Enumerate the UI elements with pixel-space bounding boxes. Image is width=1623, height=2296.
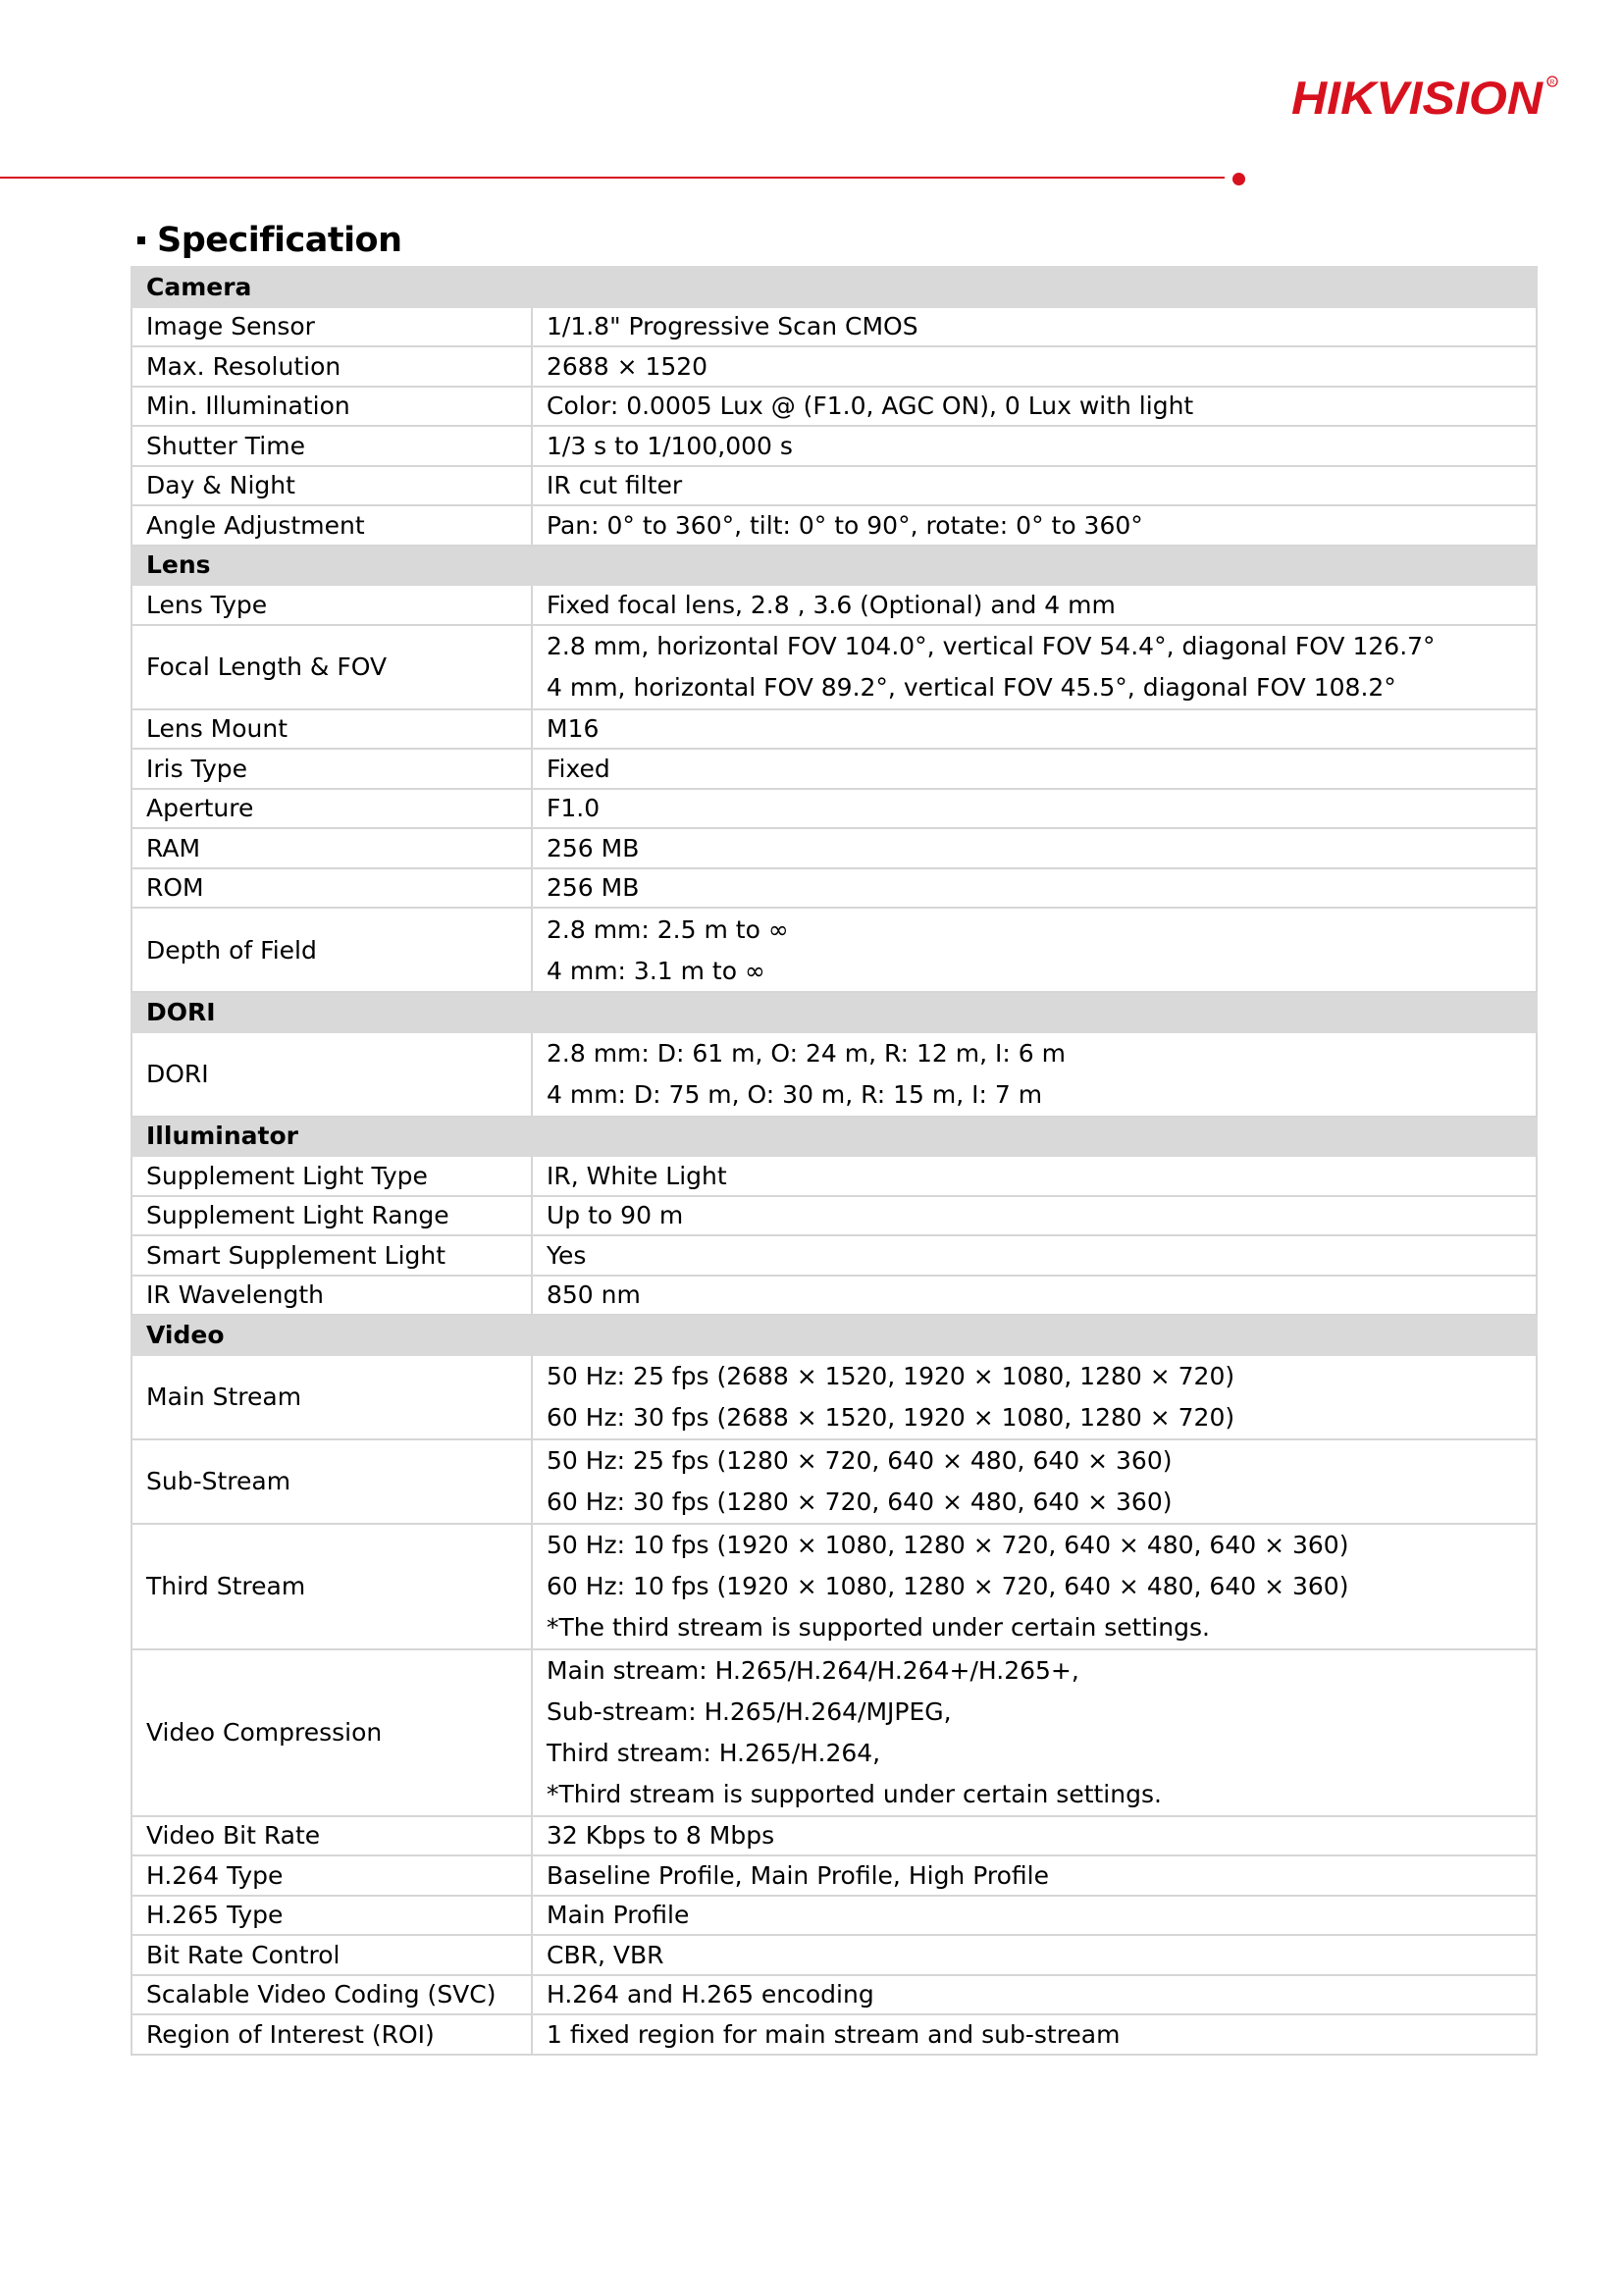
spec-label: H.265 Type — [131, 1896, 532, 1936]
spec-value — [532, 908, 1537, 992]
spec-value: 1/3 s to 1/100,000 s — [532, 426, 1537, 466]
section-title — [137, 221, 402, 260]
section-title-text: Specification — [157, 221, 402, 260]
spec-label: Lens Mount — [131, 709, 532, 750]
spec-value: IR cut filter — [532, 466, 1537, 506]
spec-value: 1/1.8" Progressive Scan CMOS — [532, 307, 1537, 347]
spec-label: Scalable Video Coding (SVC) — [131, 1975, 532, 2015]
spec-label: Day & Night — [131, 466, 532, 506]
spec-row — [131, 307, 1537, 347]
group-title: Illuminator — [131, 1117, 1537, 1157]
spec-label: Smart Supplement Light — [131, 1235, 532, 1276]
spec-value-line: Main stream: H.265/H.264/H.264+/H.265+, — [547, 1656, 1079, 1685]
spec-value — [532, 1355, 1537, 1439]
spec-value: Fixed — [532, 749, 1537, 789]
spec-value-line: 4 mm: D: 75 m, O: 30 m, R: 15 m, I: 7 m — [547, 1080, 1043, 1109]
spec-row — [131, 505, 1537, 546]
spec-value: 32 Kbps to 8 Mbps — [532, 1816, 1537, 1856]
spec-value-line: 4 mm: 3.1 m to ∞ — [547, 956, 765, 985]
spec-value: Main Profile — [532, 1896, 1537, 1936]
header-divider-dot — [1232, 173, 1245, 185]
specification-table — [131, 266, 1538, 2056]
spec-label: Aperture — [131, 789, 532, 829]
spec-row — [131, 426, 1537, 466]
spec-value: 850 nm — [532, 1276, 1537, 1316]
group-header-row — [131, 1117, 1537, 1157]
header-divider-line — [0, 177, 1225, 179]
spec-label: IR Wavelength — [131, 1276, 532, 1316]
spec-row — [131, 908, 1537, 992]
spec-value-line: 50 Hz: 25 fps (2688 × 1520, 1920 × 1080, 1280 × 720) — [547, 1362, 1235, 1390]
spec-value: H.264 and H.265 encoding — [532, 1975, 1537, 2015]
spec-label: Focal Length & FOV — [131, 625, 532, 709]
spec-value-line: 2.8 mm: D: 61 m, O: 24 m, R: 12 m, I: 6 m — [547, 1039, 1066, 1068]
group-header-row — [131, 992, 1537, 1032]
spec-label: ROM — [131, 868, 532, 909]
spec-value-line: 2.8 mm, horizontal FOV 104.0°, vertical FOV 54.4°, diagonal FOV 126.7° — [547, 632, 1436, 660]
spec-value-line: 60 Hz: 30 fps (1280 × 720, 640 × 480, 640 × 360) — [547, 1487, 1173, 1516]
spec-value: CBR, VBR — [532, 1935, 1537, 1975]
spec-value: Fixed focal lens, 2.8 , 3.6 (Optional) and 4 mm — [532, 585, 1537, 625]
spec-row — [131, 1032, 1537, 1117]
spec-value — [532, 1524, 1537, 1649]
spec-value: Color: 0.0005 Lux @ (F1.0, AGC ON), 0 Lux with light — [532, 387, 1537, 427]
spec-row — [131, 868, 1537, 909]
spec-value: IR, White Light — [532, 1156, 1537, 1196]
spec-row — [131, 1935, 1537, 1975]
spec-label: Supplement Light Range — [131, 1196, 532, 1236]
spec-row — [131, 1276, 1537, 1316]
spec-label: Third Stream — [131, 1524, 532, 1649]
spec-row — [131, 1975, 1537, 2015]
spec-value — [532, 1649, 1537, 1816]
spec-value-line: Third stream: H.265/H.264, — [547, 1739, 881, 1767]
hikvision-logo — [1291, 72, 1560, 123]
spec-value — [532, 1439, 1537, 1524]
spec-row — [131, 387, 1537, 427]
spec-label: Supplement Light Type — [131, 1156, 532, 1196]
spec-row — [131, 828, 1537, 868]
spec-value: Baseline Profile, Main Profile, High Profile — [532, 1855, 1537, 1896]
spec-row — [131, 466, 1537, 506]
spec-row — [131, 1156, 1537, 1196]
group-header-row — [131, 267, 1537, 307]
spec-row — [131, 2014, 1537, 2055]
bullet-icon — [137, 236, 145, 244]
spec-label: Bit Rate Control — [131, 1935, 532, 1975]
spec-label: Shutter Time — [131, 426, 532, 466]
group-title: DORI — [131, 992, 1537, 1032]
spec-row — [131, 1649, 1537, 1816]
spec-label: Depth of Field — [131, 908, 532, 992]
spec-row — [131, 1855, 1537, 1896]
spec-row — [131, 789, 1537, 829]
spec-value-line: 50 Hz: 10 fps (1920 × 1080, 1280 × 720, 640 × 480, 640 × 360) — [547, 1531, 1349, 1559]
spec-label: RAM — [131, 828, 532, 868]
svg-text:R: R — [1549, 79, 1555, 86]
spec-row — [131, 1196, 1537, 1236]
spec-value-line: *Third stream is supported under certain settings. — [547, 1780, 1162, 1808]
spec-value — [532, 1032, 1537, 1117]
spec-row — [131, 1355, 1537, 1439]
spec-label: Angle Adjustment — [131, 505, 532, 546]
spec-label: DORI — [131, 1032, 532, 1117]
spec-row — [131, 749, 1537, 789]
spec-row — [131, 1816, 1537, 1856]
spec-value: Pan: 0° to 360°, tilt: 0° to 90°, rotate: 0° to 360° — [532, 505, 1537, 546]
spec-value-line: 60 Hz: 10 fps (1920 × 1080, 1280 × 720, 640 × 480, 640 × 360) — [547, 1572, 1349, 1600]
spec-row — [131, 709, 1537, 750]
spec-value: 2688 × 1520 — [532, 346, 1537, 387]
spec-row — [131, 1439, 1537, 1524]
spec-row — [131, 625, 1537, 709]
spec-label: Max. Resolution — [131, 346, 532, 387]
spec-label: Min. Illumination — [131, 387, 532, 427]
spec-value-line: 2.8 mm: 2.5 m to ∞ — [547, 914, 789, 944]
spec-value: F1.0 — [532, 789, 1537, 829]
spec-value-line: 50 Hz: 25 fps (1280 × 720, 640 × 480, 640 × 360) — [547, 1446, 1173, 1475]
spec-value: 256 MB — [532, 868, 1537, 909]
spec-row — [131, 585, 1537, 625]
spec-value: Yes — [532, 1235, 1537, 1276]
spec-label: Lens Type — [131, 585, 532, 625]
logo-wordmark: HIKVISION — [1291, 72, 1544, 123]
spec-value-line: Sub-stream: H.265/H.264/MJPEG, — [547, 1697, 952, 1726]
spec-row — [131, 1524, 1537, 1649]
spec-label: Sub-Stream — [131, 1439, 532, 1524]
spec-value: Up to 90 m — [532, 1196, 1537, 1236]
spec-label: Image Sensor — [131, 307, 532, 347]
spec-label: H.264 Type — [131, 1855, 532, 1896]
spec-row — [131, 1896, 1537, 1936]
spec-value — [532, 625, 1537, 709]
spec-label: Video Bit Rate — [131, 1816, 532, 1856]
group-title: Camera — [131, 267, 1537, 307]
spec-value: M16 — [532, 709, 1537, 750]
spec-label: Main Stream — [131, 1355, 532, 1439]
spec-row — [131, 346, 1537, 387]
spec-label: Iris Type — [131, 749, 532, 789]
spec-value-line: 60 Hz: 30 fps (2688 × 1520, 1920 × 1080, 1280 × 720) — [547, 1403, 1235, 1432]
group-title: Lens — [131, 546, 1537, 586]
spec-label: Region of Interest (ROI) — [131, 2014, 532, 2055]
spec-value: 256 MB — [532, 828, 1537, 868]
spec-value: 1 fixed region for main stream and sub-stream — [532, 2014, 1537, 2055]
spec-row — [131, 1235, 1537, 1276]
group-header-row — [131, 546, 1537, 586]
spec-label: Video Compression — [131, 1649, 532, 1816]
spec-value-line: *The third stream is supported under certain settings. — [547, 1613, 1210, 1642]
group-header-row — [131, 1315, 1537, 1355]
group-title: Video — [131, 1315, 1537, 1355]
spec-value-line: 4 mm, horizontal FOV 89.2°, vertical FOV 45.5°, diagonal FOV 108.2° — [547, 673, 1396, 702]
